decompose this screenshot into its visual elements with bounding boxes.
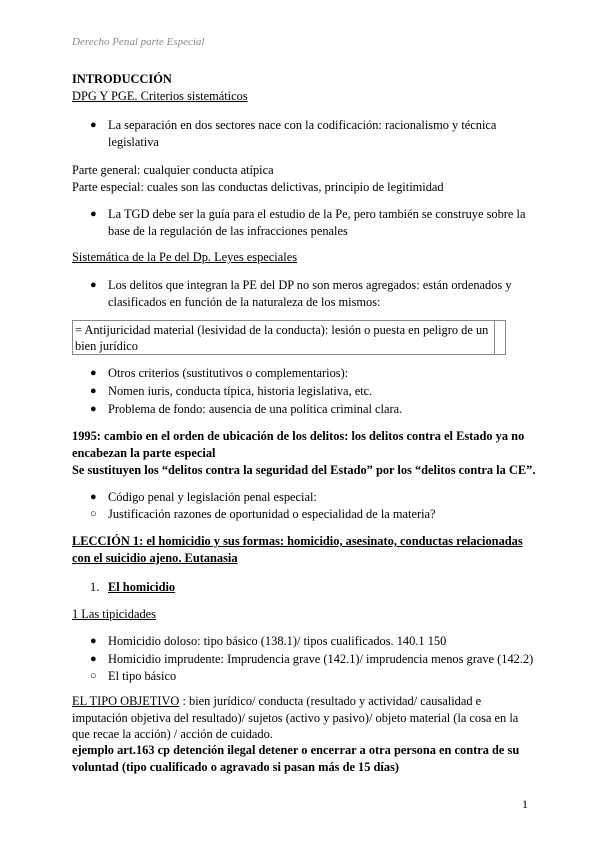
bullet-dot-icon: ● — [90, 367, 97, 379]
sistematica-title: Sistemática de la Pe del Dp. Leyes especiales — [72, 250, 298, 264]
note-1995-line3: Se sustituyen los “delitos contra la seguridad del Estado” por los “delitos contra la CE”. — [72, 463, 536, 477]
list1-item3: Problema de fondo: ausencia de una política criminal clara. — [108, 402, 403, 416]
note-1995-line1: 1995: cambio en el orden de ubicación de los delitos: los delitos contra el Estado ya no — [72, 429, 525, 443]
running-header: Derecho Penal parte Especial — [72, 36, 205, 48]
tipo-objetivo-rest: : bien jurídico/ conducta (resultado y actividad/ causalidad e — [182, 694, 482, 708]
list3-item1: Homicidio doloso: tipo básico (138.1)/ tipos cualificados. 140.1 150 — [108, 634, 447, 648]
bullet2-line2: base de la regulación de las infracciones penales — [108, 224, 348, 238]
list3-item2: Homicidio imprudente: Imprudencia grave (142.1)/ imprudencia menos grave (142.2) — [108, 652, 534, 666]
leccion-title-line2: con el suicidio ajeno. Eutanasia — [72, 551, 238, 565]
list3-item3: El tipo básico — [108, 669, 177, 683]
tipicidades-title: 1 Las tipicidades — [72, 607, 156, 621]
bullet-circle-icon: ○ — [90, 508, 97, 520]
box-line1: = Antijuricidad material (lesividad de la conducta): lesión o puesta en peligro de un — [75, 323, 489, 337]
ejemplo-line2: voluntad (tipo cualificado o agravado si pasan más de 15 días) — [72, 760, 400, 774]
box-divider — [494, 321, 495, 354]
bullet3-line2: clasificados en función de la naturaleza de los mismos: — [108, 295, 381, 309]
bullet1-line2: legislativa — [108, 135, 159, 149]
page-number: 1 — [522, 797, 528, 811]
intro-subtitle: DPG Y PGE. Criterios sistemáticos — [72, 89, 248, 103]
bullet-circle-icon: ○ — [90, 670, 97, 682]
tipo-objetivo-line1 — [72, 692, 481, 710]
parte-general-line: Parte general: cualquier conducta atípica — [72, 163, 274, 177]
numbered-item-text: El homicidio — [108, 580, 176, 594]
bullet-dot-icon: ● — [90, 119, 97, 131]
bullet3-line1: Los delitos que integran la PE del DP no son meros agregados: están ordenados y — [108, 278, 512, 292]
tipo-objetivo-label: EL TIPO OBJETIVO — [72, 694, 180, 708]
bullet-dot-icon: ● — [90, 491, 97, 503]
bullet-dot-icon: ● — [90, 385, 97, 397]
note-1995-line2: encabezan la parte especial — [72, 446, 216, 460]
bullet-dot-icon: ● — [90, 279, 97, 291]
bullet-dot-icon: ● — [90, 635, 97, 647]
bullet1-line1: La separación en dos sectores nace con la codificación: racionalismo y técnica — [108, 118, 497, 132]
numbered-item-number: 1. — [90, 580, 100, 594]
list1-item2: Nomen iuris, conducta típica, historia legislativa, etc. — [108, 384, 373, 398]
bullet-dot-icon: ● — [90, 208, 97, 220]
list1-item1: Otros criterios (sustitutivos o complementarios): — [108, 366, 349, 380]
bullet2-line1: La TGD debe ser la guía para el estudio de la Pe, pero también se construye sobre la — [108, 207, 526, 221]
list2-item1: Código penal y legislación penal especial: — [108, 490, 317, 504]
bullet-dot-icon: ● — [90, 403, 97, 415]
box-line2: bien jurídico — [75, 339, 138, 353]
ejemplo-line1: ejemplo art.163 cp detención ilegal detener o encerrar a otra persona en contra de su — [72, 743, 520, 757]
bullet-dot-icon: ● — [90, 653, 97, 665]
list2-item2: Justificación razones de oportunidad o especialidad de la materia? — [108, 507, 436, 521]
parte-especial-line: Parte especial: cuales son las conductas delictivas, principio de legitimidad — [72, 180, 444, 194]
tipo-objetivo-line3: que recae la acción) / acción de cuidado. — [72, 727, 273, 741]
tipo-objetivo-line2: imputación objetiva del resultado)/ sujetos (activo y pasivo)/ objeto material (la cosa en la — [72, 711, 519, 725]
leccion-title-line1: LECCIÓN 1: el homicidio y sus formas: homicidio, asesinato, conductas relacionadas — [72, 534, 523, 548]
intro-title: INTRODUCCIÓN — [72, 72, 172, 86]
